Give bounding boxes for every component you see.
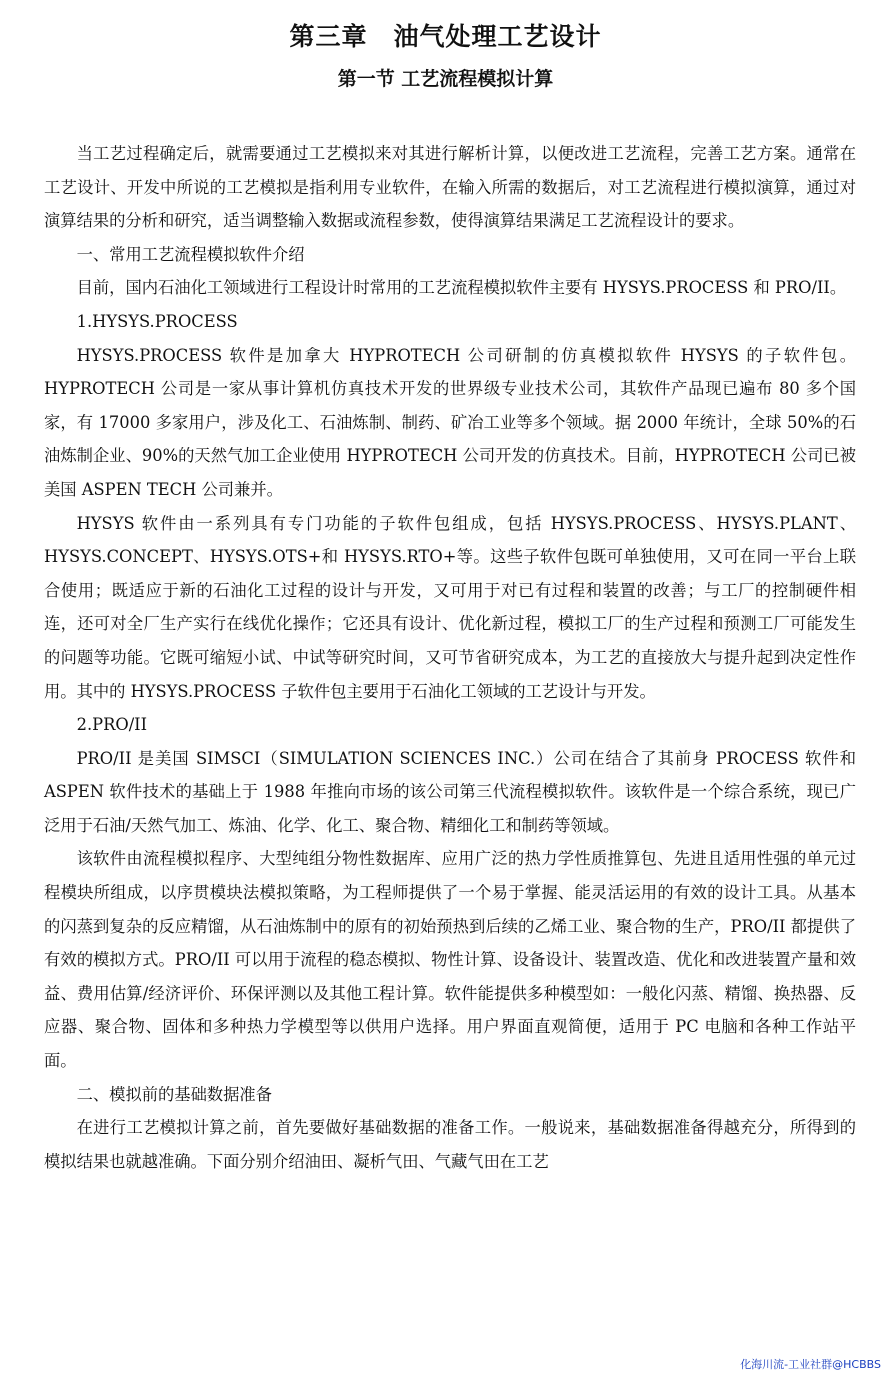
heading-data-prep: 二、模拟前的基础数据准备 — [76, 1084, 272, 1104]
pro2-paragraph-2: 该软件由流程模拟程序、大型纯组分物性数据库、应用广泛的热力学性质推算包、先进且适用性强的单元过程模块所组成，以序贯模块法模拟策略，为工程师提供了一个易于掌握、能灵活运用的有效的设计工具。从基本的闪蒸到复杂的反应精馏，从石油炼制中的原有的初始预热到后续的乙烯工业、聚合物的生产，PRO/II 都提供了有效的模拟方式。PRO/II 可以用于流程的稳态模拟、物性计算、设备设计、装置改造、优化和改进装置产量和效益、费用估算/经济评价、环保评测以及其他工程计算。软件能提供多种模型如：一般化闪蒸、精馏、换热器、反应器、聚合物、固体和多种热力学模型等以供用户选择。用户界面直观简便，适用于 PC 电脑和各种工作站平面。 — [44, 849, 856, 1071]
subheading-hysys: 1.HYSYS.PROCESS — [76, 311, 238, 331]
body-text — [44, 137, 856, 1178]
hysys-paragraph-2: HYSYS 软件由一系列具有专门功能的子软件包组成，包括 HYSYS.PROCESS、HYSYS.PLANT、HYSYS.CONCEPT、HYSYS.OTS+和 HYSYS.RTO+等。这些子软件包既可单独使用，又可在同一平台上联合使用；既适应于新的石油化工过程的设计与开发，又可用于对已有过程和装置的改善；与工厂的控制硬件相连，还可对全厂生产实行在线优化操作；它还具有设计、优化新过程，模拟工厂的生产过程和预测工厂可能发生的问题等功能。它既可缩短小试、中试等研究时间，又可节省研究成本，为工艺的直接放大与提升起到决定性作用。其中的 HYSYS.PROCESS 子软件包主要用于石油化工领域的工艺设计与开发。 — [44, 513, 856, 701]
pro2-paragraph-1: PRO/II 是美国 SIMSCI（SIMULATION SCIENCES INC.）公司在结合了其前身 PROCESS 软件和 ASPEN 软件技术的基础上于 1988 年推向市场的该公司第三代流程模拟软件。该软件是一个综合系统，现已广泛用于石油/天然气加工、炼油、化学、化工、聚合物、精细化工和制药等领域。 — [44, 748, 856, 835]
intro-paragraph: 当工艺过程确定后，就需要通过工艺模拟来对其进行解析计算，以便改进工艺流程，完善工艺方案。通常在工艺设计、开发中所说的工艺模拟是指利用专业软件，在输入所需的数据后，对工艺流程进行模拟演算，通过对演算结果的分析和研究，适当调整输入数据或流程参数，使得演算结果满足工艺流程设计的要求。 — [44, 144, 856, 231]
hysys-paragraph-1: HYSYS.PROCESS 软件是加拿大 HYPROTECH 公司研制的仿真模拟软件 HYSYS 的子软件包。HYPROTECH 公司是一家从事计算机仿真技术开发的世界级专业技术公司，其软件产品现已遍布 80 多个国家，有 17000 多家用户，涉及化工、石油炼制、制药、矿冶工业等多个领域。据 2000 年统计，全球 50%的石油炼制企业、90%的天然气加工企业使用 HYPROTECH 公司开发的仿真技术。目前，HYPROTECH 公司已被美国 ASPEN TECH 公司兼并。 — [44, 345, 856, 499]
heading-software-intro: 一、常用工艺流程模拟软件介绍 — [76, 244, 305, 264]
chapter-title: 第三章 油气处理工艺设计 — [289, 22, 602, 51]
data-prep-paragraph: 在进行工艺模拟计算之前，首先要做好基础数据的准备工作。一般说来，基础数据准备得越充分，所得到的模拟结果也就越准确。下面分别介绍油田、凝析气田、气藏气田在工艺 — [44, 1118, 856, 1171]
subheading-pro2: 2.PRO/II — [76, 715, 148, 735]
watermark: 化海川流-工业社群@HCBBS — [740, 1358, 881, 1371]
section-title: 第一节 工艺流程模拟计算 — [337, 68, 554, 90]
software-overview-paragraph: 目前，国内石油化工领域进行工程设计时常用的工艺流程模拟软件主要有 HYSYS.PROCESS 和 PRO/II。 — [76, 278, 847, 298]
